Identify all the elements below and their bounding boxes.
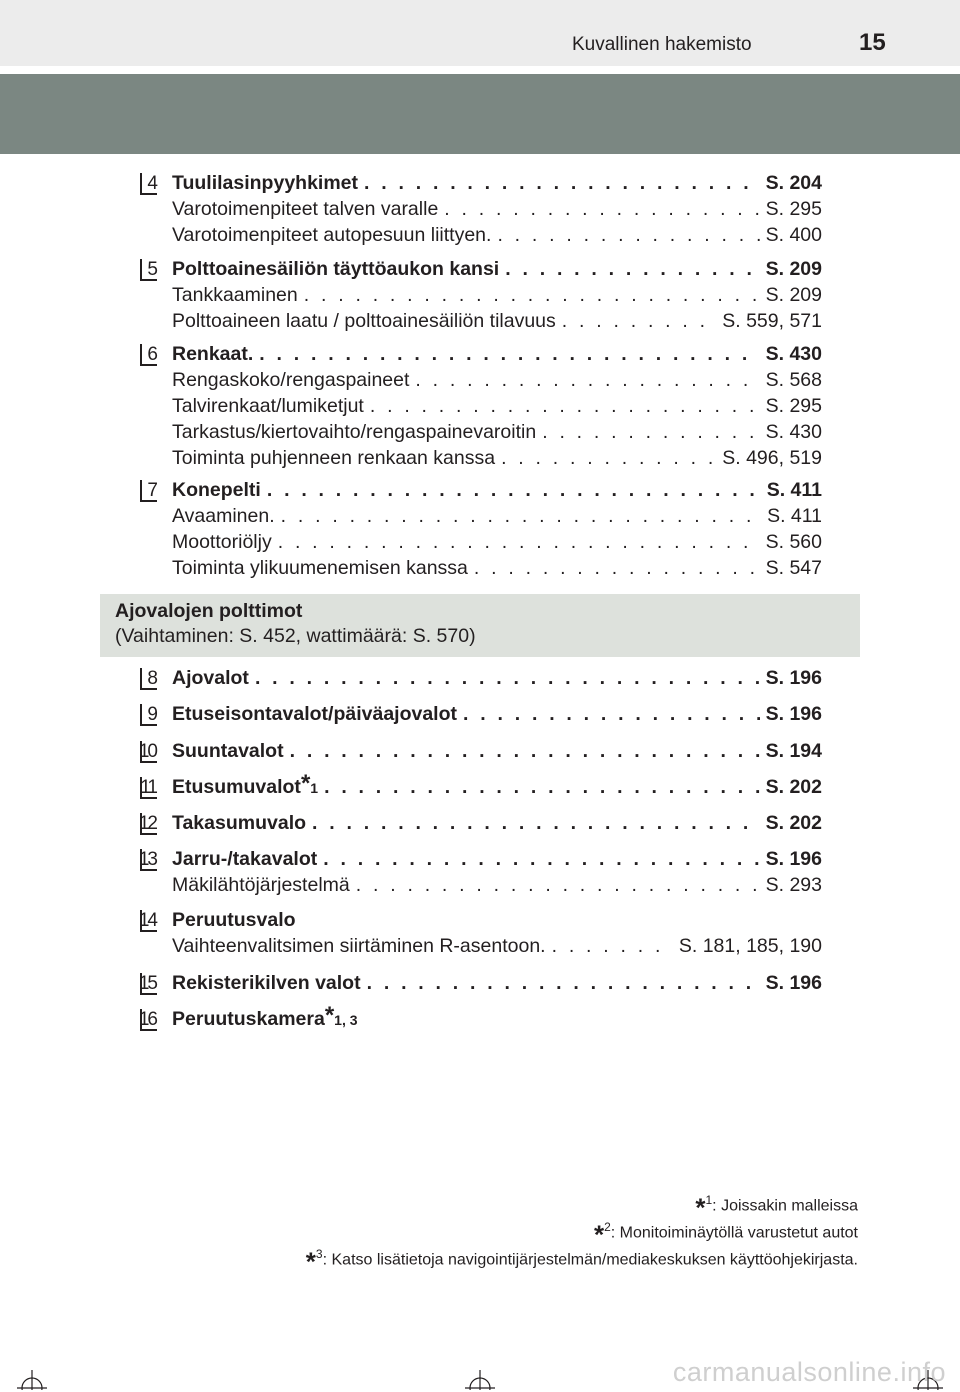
callout-number-label: 16 — [138, 1009, 156, 1030]
entry-label: Takasumuvalo — [172, 812, 307, 834]
index-subentry — [172, 395, 822, 421]
callout-number-label: 6 — [147, 344, 156, 365]
callout-number-label: 7 — [147, 480, 156, 501]
entry-label: Etuseisontavalot/päiväajovalot — [172, 703, 458, 725]
dot-leader — [542, 421, 759, 444]
dot-leader — [255, 667, 760, 690]
entry-label: Toiminta ylikuumenemisen kanssa — [172, 557, 468, 579]
callout-number-label: 11 — [140, 777, 156, 798]
dot-leader — [444, 198, 759, 221]
entry-label: Avaaminen. — [172, 505, 275, 527]
callout-number — [140, 259, 157, 281]
entry-label: Varotoimenpiteet talven varalle — [172, 198, 439, 220]
dot-leader — [552, 935, 673, 958]
dot-leader — [474, 557, 760, 580]
entry-label: Peruutusvalo — [172, 909, 296, 931]
callout-number — [140, 973, 157, 995]
dot-leader — [501, 447, 716, 470]
index-entry-title — [172, 703, 822, 729]
callout-number — [140, 849, 157, 871]
index-subentry — [172, 198, 822, 224]
dot-leader — [323, 848, 759, 871]
page-reference: S. 196 — [765, 703, 822, 725]
footnote-mark: 2 — [604, 1220, 611, 1234]
callout-number — [140, 741, 157, 763]
index-entry-title — [172, 258, 822, 284]
footnote-text: : Monitoiminäytöllä varustetut autot — [610, 1224, 858, 1242]
callout-number-label: 12 — [138, 813, 156, 834]
top-strip — [0, 0, 960, 66]
dot-leader — [497, 224, 759, 247]
callout-number-label: 9 — [147, 704, 156, 725]
callout-number — [140, 704, 157, 726]
dot-leader — [505, 258, 759, 281]
callout-number-label: 13 — [138, 849, 156, 870]
callout-number — [140, 480, 157, 502]
entry-label: Moottoriöljy — [172, 531, 272, 553]
page-reference: S. 209 — [765, 258, 822, 280]
dot-leader — [281, 505, 761, 528]
entry-label: Renkaat. — [172, 343, 254, 365]
page-reference: S. 430 — [765, 421, 822, 443]
page-reference: S. 496, 519 — [722, 447, 822, 469]
footnote-star-icon: * — [300, 770, 311, 797]
index-subentry — [172, 224, 822, 250]
footnote-text: : Katso lisätietoja navigointijärjestelmän/mediakeskuksen käyttöohjekirjasta. — [322, 1251, 858, 1269]
entry-label: Talvirenkaat/lumiketjut — [172, 395, 364, 417]
dot-leader — [415, 369, 759, 392]
entry-label: Ajovalot — [172, 667, 249, 689]
index-entry-title — [172, 972, 822, 998]
header-band — [0, 74, 960, 154]
page-reference: S. 196 — [765, 667, 822, 689]
page-reference: S. 196 — [765, 848, 822, 870]
entry-label: Tankkaaminen — [172, 284, 298, 306]
callout-number — [140, 344, 157, 366]
page-reference: S. 400 — [765, 224, 822, 246]
dot-leader — [278, 531, 760, 554]
index-subentry — [172, 310, 822, 336]
index-entry-title — [172, 848, 822, 874]
page-reference: S. 560 — [765, 531, 822, 553]
index-entry-title — [172, 172, 822, 198]
footnote-mark: 1 — [705, 1193, 713, 1207]
page-reference: S. 209 — [765, 284, 822, 306]
entry-label: Etusumuvalot — [172, 776, 301, 798]
entry-label: Rengaskoko/rengaspaineet — [172, 369, 410, 391]
entry-label: Vaihteenvalitsimen siirtäminen R-asentoon. — [172, 935, 546, 957]
header-title: Kuvallinen hakemisto — [572, 34, 752, 55]
footnote-star-icon: * — [593, 1219, 605, 1250]
callout-number-label: 4 — [147, 173, 156, 194]
dot-leader — [370, 395, 760, 418]
footnote-mark: 3 — [315, 1247, 323, 1261]
crop-mark-icon — [17, 1360, 47, 1390]
dot-leader — [312, 812, 760, 835]
dot-leader — [267, 479, 761, 502]
entry-label: Mäkilähtöjärjestelmä — [172, 874, 350, 896]
page-reference: S. 196 — [765, 972, 822, 994]
index-entry-title — [172, 909, 822, 935]
index-subentry — [172, 421, 822, 447]
footnote-star-icon: * — [695, 1192, 706, 1223]
page-reference: S. 202 — [765, 812, 822, 834]
footnote — [593, 1217, 858, 1250]
footnote-reference: 1 — [310, 780, 319, 796]
section-subtitle: (Vaihtaminen: S. 452, wattimäärä: S. 570) — [115, 625, 476, 647]
callout-number-label: 5 — [147, 259, 156, 280]
page-reference: S. 547 — [765, 557, 822, 579]
entry-label: Konepelti — [172, 479, 261, 501]
dot-leader — [304, 284, 760, 307]
footnote — [305, 1244, 858, 1277]
page-reference: S. 194 — [765, 740, 822, 762]
index-subentry — [172, 531, 822, 557]
dot-leader — [324, 776, 760, 799]
index-subentry — [172, 935, 822, 961]
callout-number-label: 14 — [138, 910, 156, 931]
page-reference: S. 430 — [765, 343, 822, 365]
entry-label: Jarru-/takavalot — [172, 848, 318, 870]
callout-number — [140, 777, 157, 799]
entry-label: Peruutuskamera — [172, 1008, 325, 1030]
entry-label: Tarkastus/kiertovaihto/rengaspainevaroitin — [172, 421, 537, 443]
entry-label: Varotoimenpiteet autopesuun liittyen. — [172, 224, 492, 246]
callout-number-label: 8 — [147, 668, 156, 689]
page-reference: S. 411 — [766, 479, 822, 501]
footnote-text: : Joissakin malleissa — [712, 1197, 858, 1215]
page-reference: S. 295 — [765, 395, 822, 417]
dot-leader — [562, 310, 716, 333]
page-reference: S. 204 — [765, 172, 822, 194]
page-number: 15 — [859, 29, 886, 56]
footnote-reference: 1, 3 — [334, 1012, 358, 1028]
entry-label: Polttoaineen laatu / polttoainesäiliön tilavuus — [172, 310, 556, 332]
footnote-star-icon: * — [305, 1246, 316, 1277]
dot-leader — [364, 172, 760, 195]
index-entry-title — [172, 1002, 822, 1034]
page-reference: S. 293 — [765, 874, 822, 896]
entry-label: Suuntavalot — [172, 740, 284, 762]
dot-leader — [290, 740, 760, 763]
entry-label: Polttoainesäiliön täyttöaukon kansi — [172, 258, 500, 280]
entry-label: Rekisterikilven valot — [172, 972, 361, 994]
dot-leader — [356, 874, 760, 897]
callout-number — [140, 1009, 157, 1031]
callout-number — [140, 910, 157, 932]
index-entry-title — [172, 812, 822, 838]
page-reference: S. 411 — [767, 505, 822, 527]
page-reference: S. 181, 185, 190 — [678, 935, 822, 957]
footnote-star-icon: * — [324, 1002, 335, 1029]
index-entry-title — [172, 479, 822, 505]
page-reference: S. 568 — [765, 369, 822, 391]
index-subentry — [172, 447, 822, 473]
entry-label: Toiminta puhjenneen renkaan kanssa — [172, 447, 496, 469]
page-reference: S. 559, 571 — [722, 310, 822, 332]
callout-number-label: 15 — [138, 973, 156, 994]
index-entry-title — [172, 667, 822, 693]
index-subentry — [172, 284, 822, 310]
crop-mark-icon — [465, 1360, 495, 1390]
index-subentry — [172, 874, 822, 900]
section-title: Ajovalojen polttimot — [115, 600, 303, 622]
index-subentry — [172, 505, 822, 531]
index-entry-title — [172, 740, 822, 766]
page-reference: S. 295 — [765, 198, 822, 220]
footnote — [695, 1190, 858, 1223]
entry-label: Tuulilasinpyyhkimet — [172, 172, 359, 194]
page-reference: S. 202 — [765, 776, 822, 798]
index-subentry — [172, 369, 822, 395]
index-entry-title — [172, 770, 822, 802]
dot-leader — [367, 972, 760, 995]
callout-number — [140, 173, 157, 195]
callout-number — [140, 668, 157, 690]
index-entry-title — [172, 343, 822, 369]
section-box — [100, 594, 860, 657]
callout-number — [140, 813, 157, 835]
callout-number-label: 10 — [138, 741, 156, 762]
dot-leader — [463, 703, 760, 726]
index-subentry — [172, 557, 822, 583]
watermark: carmanualsonline.info — [672, 1357, 946, 1387]
dot-leader — [259, 343, 759, 366]
